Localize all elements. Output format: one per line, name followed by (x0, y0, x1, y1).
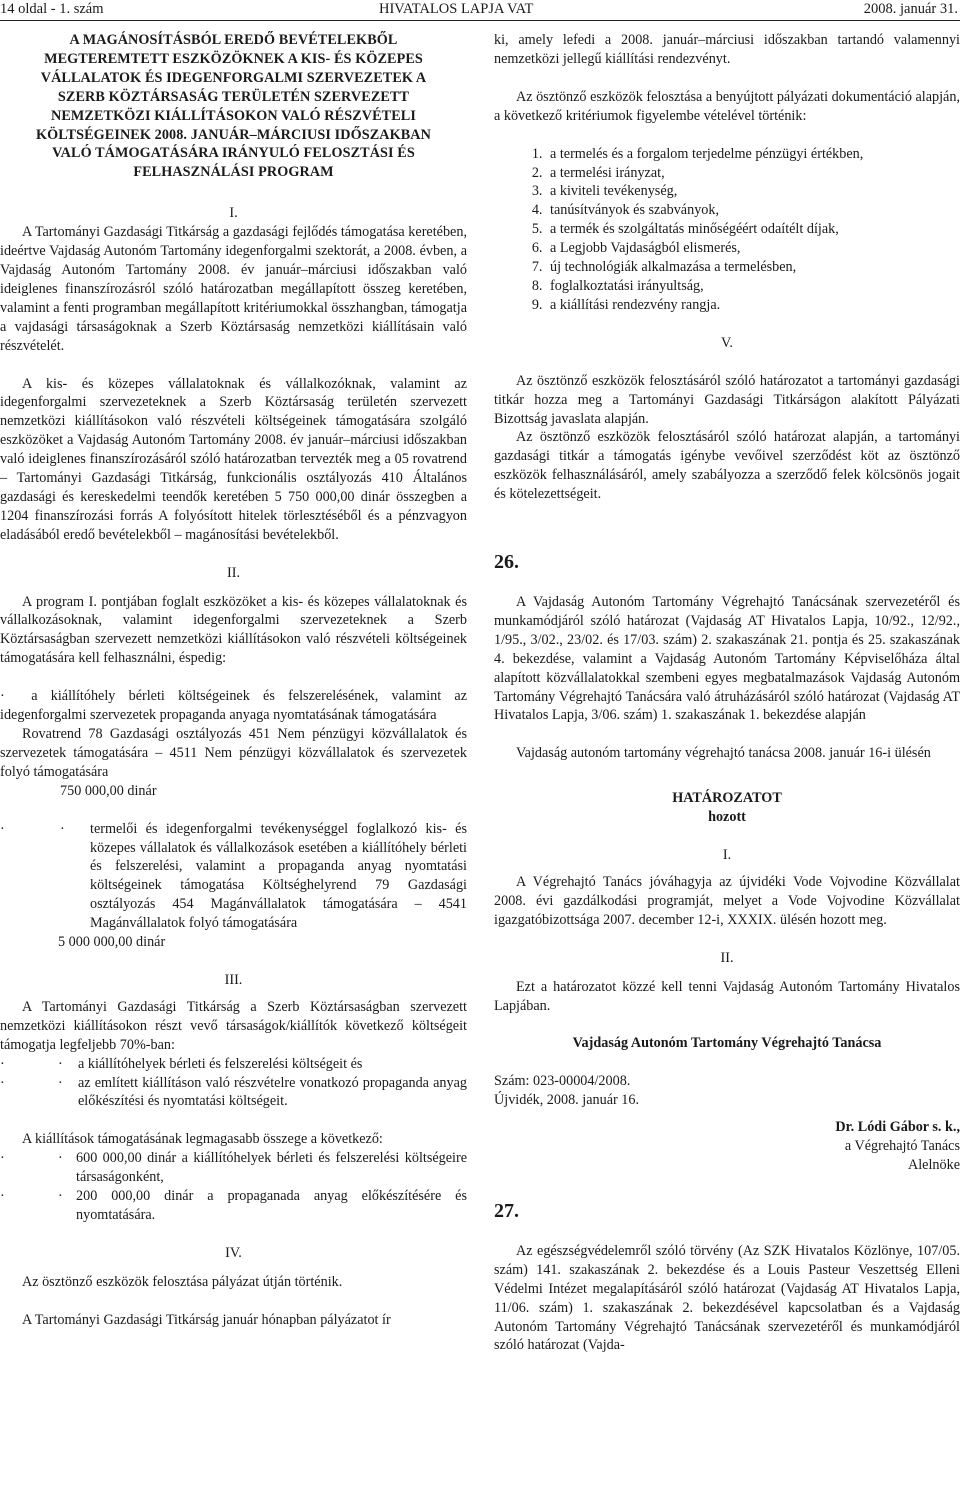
council-name: Vajdaság Autonóm Tartomány Végrehajtó Tanácsa (572, 1035, 882, 1052)
reference-number: Szám: 023-00004/2008. (494, 1073, 631, 1090)
section-heading: I. (722, 847, 732, 864)
list-item: 2. a termelési irányzat, (546, 164, 960, 183)
list-item: 7. új technológiák alkalmazása a termelésben, (546, 258, 960, 277)
bullet-item: · · az említett kiállításon való részvételre vonatkozó propaganda anyag előkészítési és nyomtatási költségeit. (0, 1074, 467, 1112)
list-item: 1. a termelés és a forgalom terjedelme pénzügyi értékben, (546, 145, 960, 164)
signatory-title: Alelnöke (907, 1156, 960, 1173)
list-item: 5. a termék és szolgáltatás minőségéért odaítélt díjak, (546, 220, 960, 239)
right-column (494, 31, 960, 1355)
header-publication: HIVATALOS LAPJA VAT (379, 1, 534, 17)
bullet-item: · · 200 000,00 dinár a propaganada anyag előkészítésére és nyomtatására. (0, 1187, 467, 1225)
section-heading: II. (720, 949, 734, 966)
signatory-name: Dr. Lódi Gábor s. k., (835, 1119, 960, 1136)
bullet-item: · · termelői és idegenforgalmi tevékenységgel foglalkozó kis- és közepes vállalatok és vállalkozások esetében a kiállítóhely bérleti és felszerelési, valamint a propaganda anyag nyomtatási költségeinek támogatása Költséghelyrend 79 Gazdasági osztályozás 454 Magánvállalatok támogatására – 4541 Magánvállalatok folyó támogatására (0, 820, 467, 933)
section-heading: V. (721, 334, 733, 351)
bullet-item: · · 600 000,00 dinár a kiállítóhelyek bérleti és felszerelési költségeire társaságonként, (0, 1149, 467, 1187)
paragraph: Az ösztönző eszközök felosztása a benyújtott pályázati dokumentáció alapján, a következő kritériumok figyelembe vételével történik: (494, 88, 960, 124)
list-item: 8. foglalkoztatási irányultság, (546, 277, 960, 296)
bullet-item: · · a kiállítóhelyek bérleti és felszerelési költségeit és (0, 1055, 467, 1074)
list-item: 9. a kiállítási rendezvény rangja. (546, 296, 960, 315)
section-heading: I. (229, 205, 238, 222)
paragraph: A Végrehajtó Tanács jóváhagyja az újvidéki Vode Vojvodine Közvállalat 2008. évi gazdálkodási programját, melyet a Vode Vojvodine Közvállalat igazgatóbizottsága 2007. december 12-i, XXXIX. ülésén hozott meg. (494, 874, 960, 928)
document-number-27: 27. (494, 1199, 519, 1222)
paragraph: A Tartományi Gazdasági Titkárság január hónapban pályázatot ír (22, 1311, 391, 1328)
paragraph: A Tartományi Gazdasági Titkárság a Szerb Köztársaságban szervezett nemzetközi kiállításokon részt vevő társaságok/kiállítók következő költségeit támogatja legfeljebb 70%-ban: (0, 998, 467, 1053)
amount: 750 000,00 dinár (60, 782, 157, 799)
resolution-heading: HATÁROZATOT (672, 790, 782, 807)
paragraph: A Tartományi Gazdasági Titkárság a gazdasági fejlődés támogatása keretében, ideértve Vajdaság Autonóm Tartomány idegenforgalmi szektorát, a 2008. évben, a Vajdaság Autonóm Tartomány 2008. év január–márciusi időszakban való ideiglenes finanszírozásról szóló határozatban megállapított összeg keretében, valamint a fenti programban megállapított kritériumokkal összhangban, támogatja a vajdasági társaságoknak a Szerb Köztársaság nemzetközi kiállításain való részvételét. (0, 224, 467, 354)
paragraph: A Vajdaság Autonóm Tartomány Végrehajtó Tanácsának szervezetéről és munkamódjáról szóló határozat (Vajdaság AT Hivatalos Lapja, 10/92., 12/92., 1/95., 3/02., 23/02. és 17/03. szám) 2. szakaszának 21. pontja és 25. szakaszának 4. bekezdése, valamint a Vajdaság Autonóm Tartomány Képviselőháza által alapított közvállalatokkal szembeni egyes megbatalmazások Vajdaság Autonóm Tartomány Végrehajtó Tanácsára való átruházásáról szóló határozat (Vajdaság AT Hivatalos Lapja, 3/06. szám) 1. szakaszának 1. bekezdése alapján (494, 594, 960, 724)
paragraph: Rovatrend 78 Gazdasági osztályozás 451 Nem pénzügyi közvállalatok és szervezetek támogatására – 4511 Nem pénzügyi közvállalatok és szervezetek folyó támogatására (0, 726, 467, 780)
section-heading: II. (227, 564, 240, 581)
page-header (0, 0, 960, 20)
paragraph: ki, amely lefedi a 2008. január–márciusi időszakban tartandó valamennyi nemzetközi jellegű kiállítási rendezvényt. (494, 32, 960, 67)
document-number-26: 26. (494, 551, 519, 574)
paragraph: A program I. pontjában foglalt eszközöket a kis- és közepes vállalatoknak és vállalkozásoknak, valamint idegenforgalmi szervezeteknek a Szerb Köztársaságban szervezett nemzetközi kiállításokon való részvételi költségeinek támogatására kell felhasználni, éspedig: (0, 593, 467, 667)
list-item: 6. a Legjobb Vajdaságból elismerés, (546, 239, 960, 258)
place-date: Újvidék, 2008. január 16. (494, 1092, 639, 1109)
bullet-item: · a kiállítóhely bérleti költségeinek és felszerelésének, valamint az idegenforgalmi szervezetek propaganda anyaga nyomtatásának támogatására (0, 688, 468, 724)
paragraph: A kis- és közepes vállalatoknak és vállalkozóknak, valamint az idegenforgalmi szervezeteknek a Szerb Köztársaság területén szervezett nemzetközi kiállításokon való részvételi költségeinek támogatására szolgáló eszközöket a Vajdaság Autonóm Tartomány 2008. év január–márciusi időszakban való ideiglenes finanszírozásáról szóló határozatban tervezték meg a 05 rovatrend – Tartományi Gazdasági Titkárság, funkcionális osztályozás 410 Általános gazdasági és kereskedelmi teendők keretében 5 750 000,00 dinár összegben a 1204 finanszírozási forrás A folyósított hitelek törlesztéséből és a pénzvagyon eladásából eredő bevételekből – magánosítási bevételekből. (0, 375, 467, 543)
paragraph: Az ösztönző eszközök felosztásáról szóló határozatot a tartományi gazdasági titkár hozza meg a Tartományi Gazdasági Titkárságon alakított Pályázati Bizottság javaslata alapján. (494, 372, 960, 427)
paragraph: Vajdaság autonóm tartomány végrehajtó tanácsa 2008. január 16-i ülésén (516, 745, 931, 762)
paragraph: Az ösztönző eszközök felosztásáról szóló határozat alapján, a tartományi gazdasági titkár a támogatás igénybe vevőivel szerződést köt az ösztönző eszközök felhasználásáról, amely szabályozza a szerződő felek kölcsönös jogait és kötelezettségeit. (494, 429, 960, 503)
criteria-list (494, 145, 960, 315)
header-rule (0, 20, 960, 21)
signatory-role: a Végrehajtó Tanács (844, 1138, 960, 1155)
paragraph: Az egészségvédelemről szóló törvény (Az SZK Hivatalos Közlönye, 107/05. szám) 141. szakaszának 2. bekezdése és a Louis Pasteur Veszettség Elleni Védelmi Intézet megalapításáról szóló határozat (Vajdaság AT Hivatalos Lapja, 11/06. szám) 1. szakaszának 2. bekezdésével kapcsolatban és a Vajdaság Autonóm Tartomány Végrehajtó Tanácsának szervezetéről és munkamódjáról szóló határozat (Vajda- (494, 1242, 960, 1354)
paragraph: Az ösztönző eszközök felosztása pályázat útján történik. (22, 1273, 343, 1290)
section-heading: III. (224, 971, 243, 988)
header-date: 2008. január 31. (863, 1, 958, 17)
amount: 5 000 000,00 dinár (58, 934, 166, 951)
list-item: 4. tanúsítványok és szabványok, (546, 201, 960, 220)
program-title: A MAGÁNOSÍTÁSBÓL EREDŐ BEVÉTELEKBŐL MEGTEREMTETT ESZKÖZÖKNEK A KIS- ÉS KÖZEPES VÁLLALATOK ÉS IDEGENFORGALMI SZERVEZETEK A SZERB KÖZTÁRSASÁG TERÜLETÉN SZERVEZETT NEMZETKÖZI KIÁLLÍTÁSOKON VALÓ RÉSZVÉTELI KÖLTSÉGEINEK 2008. JANUÁR–MÁRCIUSI IDŐSZAKBAN VALÓ TÁMOGATÁSÁRA IRÁNYULÓ FELOSZTÁSI ÉS FELHASZNÁLÁSI PROGRAM (36, 32, 431, 181)
resolution-subheading: hozott (708, 809, 746, 826)
paragraph: Ezt a határozatot közzé kell tenni Vajdaság Autonóm Tartomány Hivatalos Lapjában. (494, 978, 960, 1014)
header-page-number: 14 oldal - 1. szám (0, 1, 104, 17)
paragraph: A kiállítások támogatásának legmagasabb összege a következő: (22, 1131, 383, 1148)
left-column (0, 31, 467, 1330)
section-heading: IV. (225, 1244, 242, 1261)
list-item: 3. a kiviteli tevékenység, (546, 182, 960, 201)
